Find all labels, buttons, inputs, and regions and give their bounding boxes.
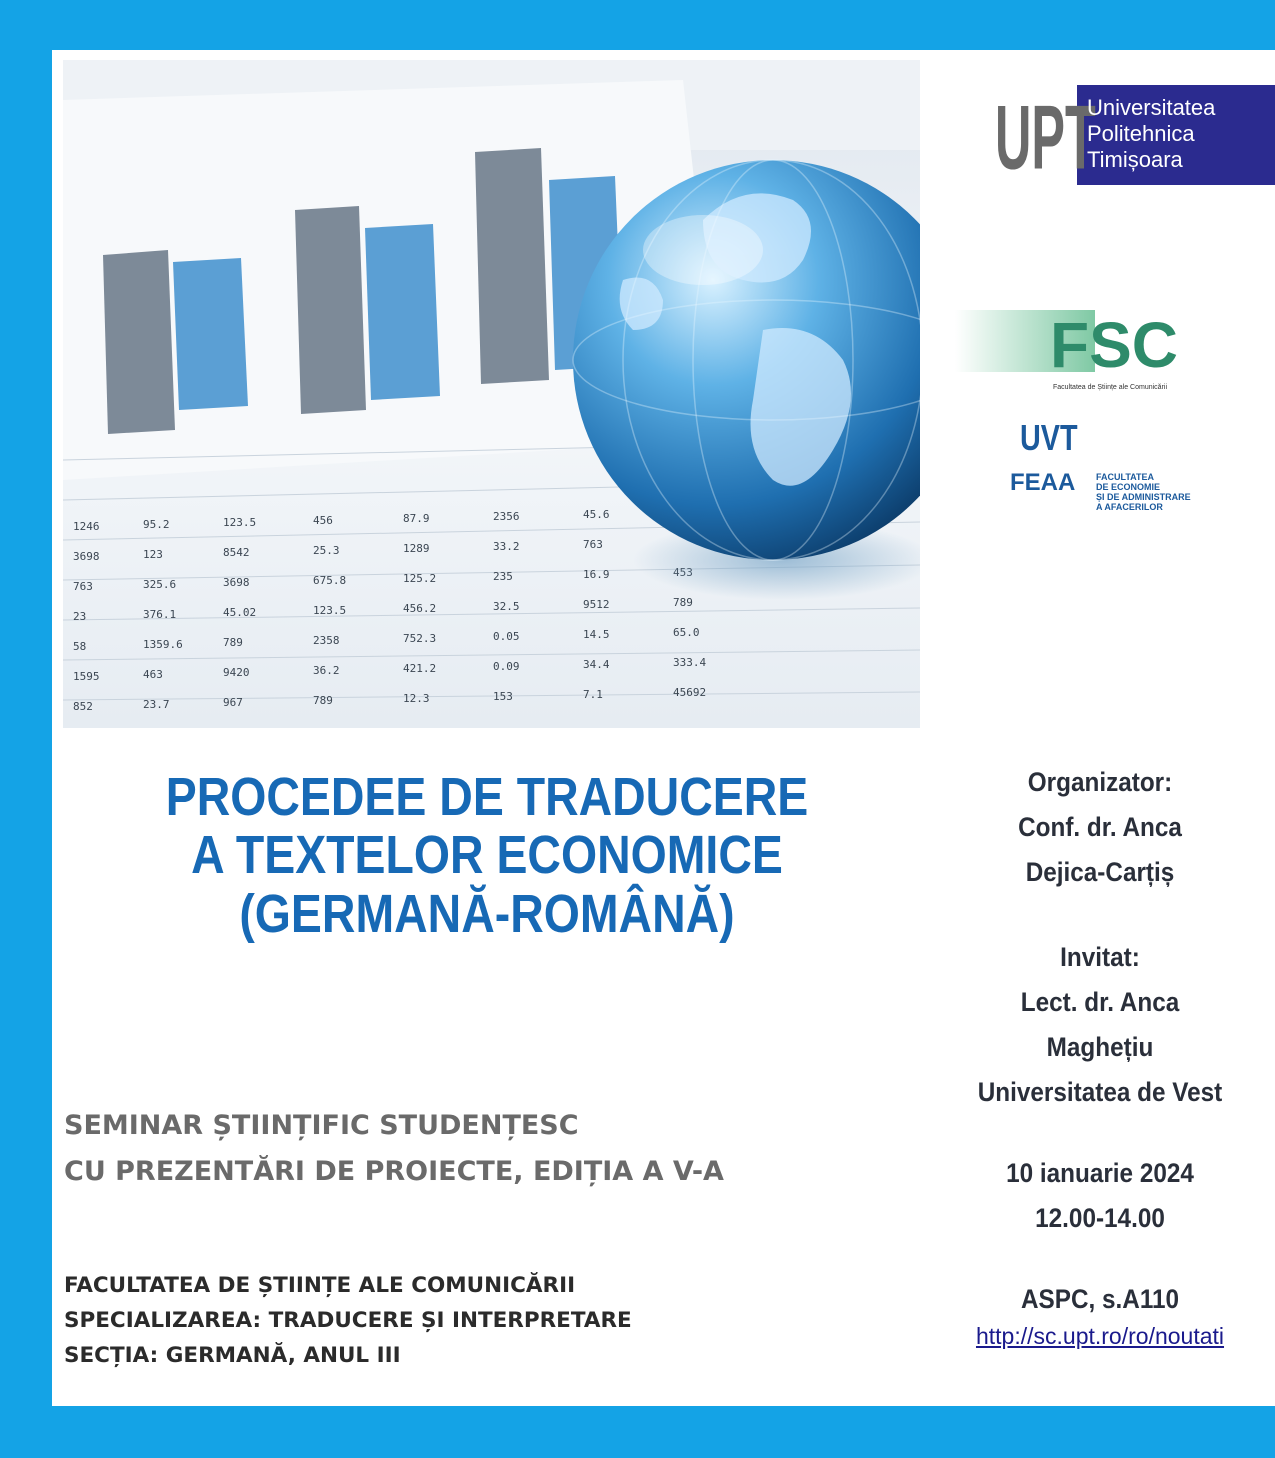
event-url-link[interactable]: http://sc.upt.ro/ro/noutati <box>975 1323 1225 1349</box>
svg-text:2358: 2358 <box>313 634 340 647</box>
guest-affiliation: Universitatea de Vest <box>977 1077 1223 1107</box>
svg-text:95.2: 95.2 <box>143 518 170 531</box>
svg-text:1359.6: 1359.6 <box>143 638 183 651</box>
feaa-line1: FACULTATEA <box>1096 472 1154 482</box>
svg-text:1246: 1246 <box>73 520 100 533</box>
svg-text:0.05: 0.05 <box>493 630 520 643</box>
svg-text:3698: 3698 <box>73 550 100 563</box>
svg-text:463: 463 <box>143 668 163 681</box>
fsc-caption: Facultatea de Științe ale Comunicării <box>1053 384 1168 391</box>
svg-text:65.0: 65.0 <box>673 626 700 639</box>
feaa-mark: FEAA <box>1010 469 1076 496</box>
faculty-line-2: SPECIALIZAREA: TRADUCERE ȘI INTERPRETARE <box>64 1308 632 1333</box>
feaa-line4: A AFACERILOR <box>1096 502 1163 512</box>
svg-text:752.3: 752.3 <box>403 632 437 645</box>
svg-text:45.02: 45.02 <box>223 606 257 619</box>
svg-text:789: 789 <box>673 596 693 609</box>
svg-text:153: 153 <box>493 690 513 703</box>
event-title <box>64 768 910 943</box>
svg-text:36.2: 36.2 <box>313 664 340 677</box>
svg-text:967: 967 <box>223 696 243 709</box>
svg-text:23: 23 <box>73 610 87 623</box>
svg-text:0.09: 0.09 <box>493 660 520 673</box>
svg-text:58: 58 <box>73 640 87 653</box>
svg-text:33.2: 33.2 <box>493 540 520 553</box>
svg-text:25.3: 25.3 <box>313 544 340 557</box>
fsc-logo <box>955 305 1195 400</box>
event-details <box>940 760 1260 1350</box>
upt-logo-image <box>995 85 1275 195</box>
organizer-name-2: Dejica-Carțiș <box>1025 857 1175 887</box>
organizer-name-1: Conf. dr. Anca <box>1018 812 1182 842</box>
svg-text:763: 763 <box>583 538 603 551</box>
svg-text:123.5: 123.5 <box>223 516 257 529</box>
uvt-mark: UVT <box>1020 416 1078 458</box>
svg-text:456.2: 456.2 <box>403 602 437 615</box>
title-line-2: A TEXTELOR ECONOMICE <box>191 825 783 886</box>
feaa-line2: DE ECONOMIE <box>1096 482 1161 492</box>
svg-text:34.4: 34.4 <box>583 658 610 671</box>
guest-name-2: Maghețiu <box>1046 1032 1154 1062</box>
title-line-3: (GERMANĂ-ROMÂNĂ) <box>239 883 735 944</box>
faculty-line-3: SECȚIA: GERMANĂ, ANUL III <box>64 1343 401 1368</box>
feaa-logo <box>1010 410 1210 520</box>
svg-text:1289: 1289 <box>403 542 430 555</box>
svg-text:333.4: 333.4 <box>673 656 707 669</box>
upt-line1: Universitatea <box>1087 95 1216 120</box>
svg-text:456: 456 <box>313 514 333 527</box>
faculty-info <box>64 1268 632 1373</box>
svg-text:45692: 45692 <box>673 686 707 699</box>
svg-text:235: 235 <box>493 570 513 583</box>
chart-globe-image <box>63 60 920 728</box>
fsc-mark: FSC <box>1050 309 1178 381</box>
svg-text:12.3: 12.3 <box>403 692 430 705</box>
feaa-logo-image <box>1010 410 1210 520</box>
svg-text:8542: 8542 <box>223 546 250 559</box>
svg-text:9512: 9512 <box>583 598 610 611</box>
svg-text:852: 852 <box>73 700 93 713</box>
header-photo <box>63 60 920 728</box>
feaa-line3: ȘI DE ADMINISTRARE <box>1096 492 1191 502</box>
svg-text:9420: 9420 <box>223 666 250 679</box>
svg-text:2356: 2356 <box>493 510 520 523</box>
svg-text:789: 789 <box>313 694 333 707</box>
upt-line2: Politehnica <box>1087 121 1195 146</box>
event-subtitle <box>64 1103 724 1195</box>
svg-text:421.2: 421.2 <box>403 662 437 675</box>
guest-label: Invitat: <box>1060 942 1140 972</box>
upt-logo <box>995 85 1275 195</box>
event-date: 10 ianuarie 2024 <box>1006 1158 1194 1188</box>
organizer-label: Organizator: <box>1027 767 1173 797</box>
svg-text:123: 123 <box>143 548 163 561</box>
subtitle-line-1: SEMINAR ȘTIINȚIFIC STUDENȚESC <box>64 1110 579 1141</box>
event-time: 12.00-14.00 <box>1035 1203 1165 1233</box>
event-location: ASPC, s.A110 <box>1020 1284 1180 1314</box>
svg-text:376.1: 376.1 <box>143 608 177 621</box>
svg-text:7.1: 7.1 <box>583 688 603 701</box>
svg-text:1595: 1595 <box>73 670 100 683</box>
svg-text:87.9: 87.9 <box>403 512 430 525</box>
svg-text:3698: 3698 <box>223 576 250 589</box>
upt-mark: UPT <box>995 85 1096 189</box>
svg-text:16.9: 16.9 <box>583 568 610 581</box>
svg-text:763: 763 <box>73 580 93 593</box>
svg-text:32.5: 32.5 <box>493 600 520 613</box>
fsc-logo-image <box>955 305 1195 400</box>
title-line-1: PROCEDEE DE TRADUCERE <box>165 767 809 827</box>
svg-text:123.5: 123.5 <box>313 604 347 617</box>
svg-text:23.7: 23.7 <box>143 698 170 711</box>
svg-text:14.5: 14.5 <box>583 628 610 641</box>
upt-line3: Timișoara <box>1087 147 1183 172</box>
svg-text:789: 789 <box>223 636 243 649</box>
svg-text:45.6: 45.6 <box>583 508 610 521</box>
guest-name-1: Lect. dr. Anca <box>1020 987 1180 1017</box>
svg-text:675.8: 675.8 <box>313 574 347 587</box>
subtitle-line-2: CU PREZENTĂRI DE PROIECTE, EDIȚIA A V-A <box>64 1156 724 1187</box>
svg-text:325.6: 325.6 <box>143 578 177 591</box>
svg-text:125.2: 125.2 <box>403 572 437 585</box>
faculty-line-1: FACULTATEA DE ȘTIINȚE ALE COMUNICĂRII <box>64 1273 576 1298</box>
